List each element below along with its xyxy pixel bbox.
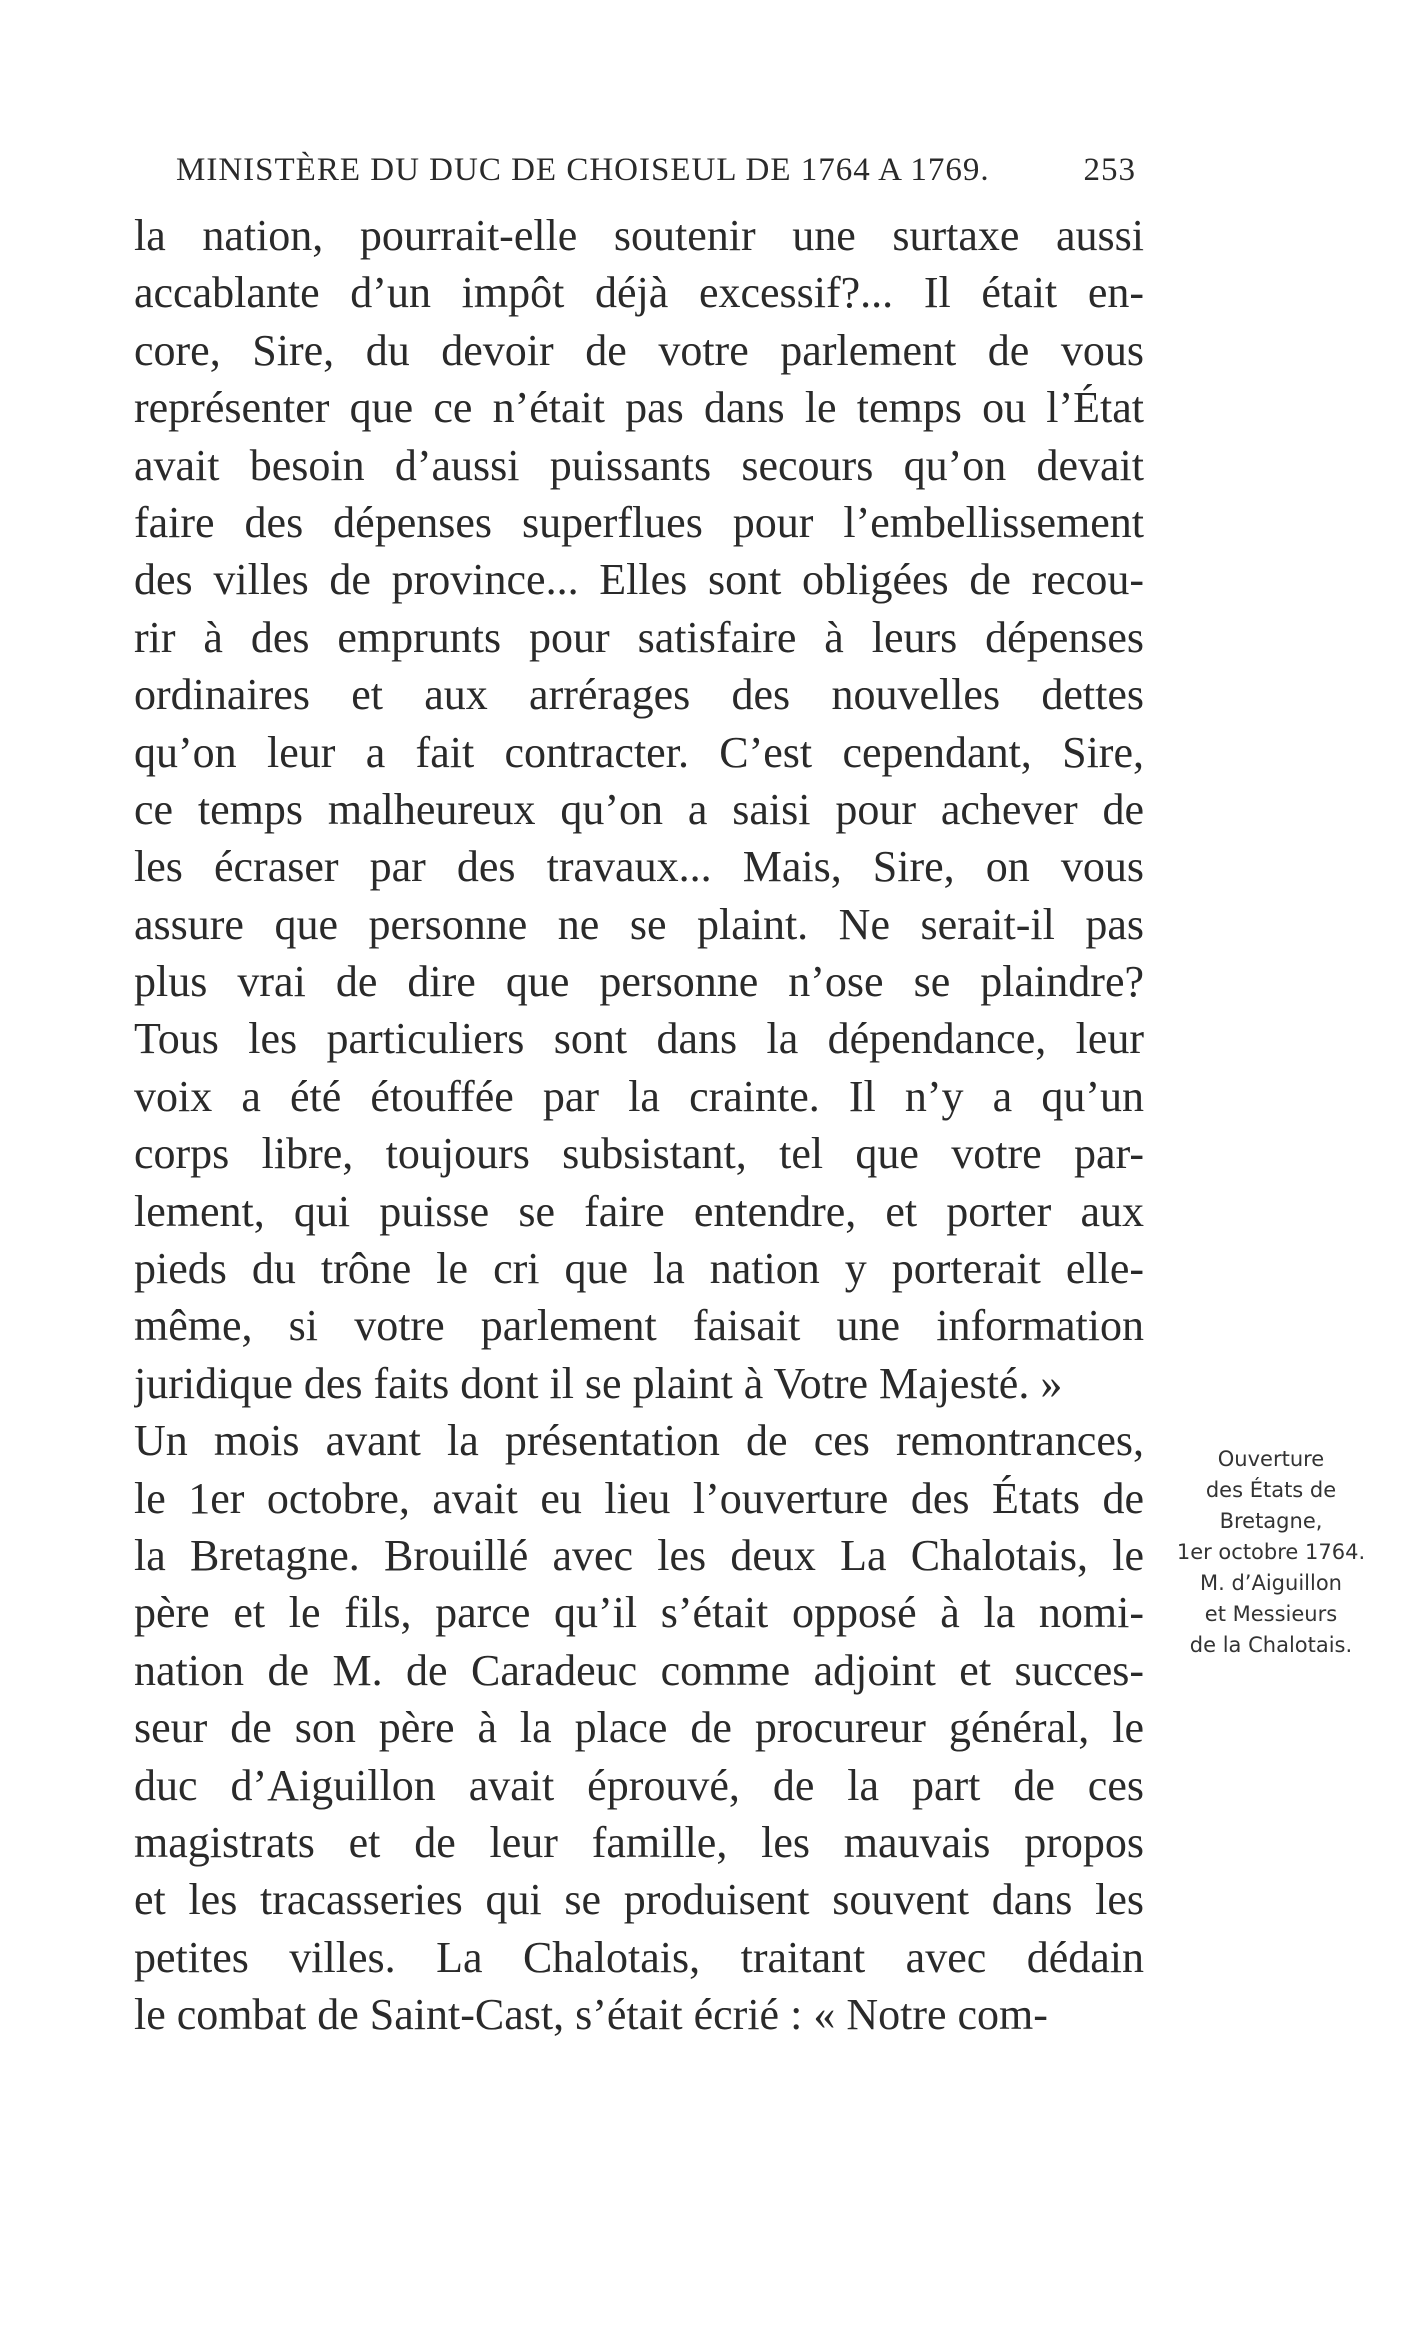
margin-note-line: de la Chalotais. — [1189, 1633, 1353, 1657]
text-line: ordinaires et aux arrérages des nouvelles dettes — [134, 670, 1144, 720]
margin-note-line: des États de — [1205, 1478, 1337, 1502]
text-line: Un mois avant la présentation de ces remontrances, — [134, 1416, 1144, 1466]
text-line: le 1er octobre, avait eu lieu l’ouverture des États de — [134, 1473, 1144, 1523]
margin-note-line: Bretagne, — [1219, 1509, 1323, 1533]
margin-note-line: 1er octobre 1764. — [1176, 1540, 1366, 1564]
text-line: des villes de province... Elles sont obligées de recou- — [134, 555, 1144, 605]
margin-note-line: et Messieurs — [1204, 1602, 1338, 1626]
text-line: petites villes. La Chalotais, traitant avec dédain — [134, 1932, 1144, 1982]
text-line: corps libre, toujours subsistant, tel que votre par- — [134, 1129, 1144, 1179]
text-line: père et le fils, parce qu’il s’était opposé à la nomi- — [134, 1588, 1144, 1638]
running-header — [176, 150, 1136, 190]
text-line: accablante d’un impôt déjà excessif?... Il était en- — [134, 268, 1144, 318]
margin-note-line: Ouverture — [1217, 1447, 1325, 1471]
margin-note — [1156, 1444, 1386, 1661]
text-line: avait besoin d’aussi puissants secours qu’on devait — [134, 440, 1144, 490]
text-line: core, Sire, du devoir de votre parlement de vous — [134, 325, 1144, 375]
text-line: les écraser par des travaux... Mais, Sire, on vous — [134, 842, 1144, 892]
text-line: duc d’Aiguillon avait éprouvé, de la part de ces — [134, 1760, 1144, 1810]
running-title: MINISTÈRE DU DUC DE CHOISEUL DE 1764 A 1769. — [176, 152, 990, 188]
text-line: Tous les particuliers sont dans la dépendance, leur — [134, 1014, 1144, 1064]
text-line: seur de son père à la place de procureur général, le — [134, 1703, 1144, 1753]
text-line: la nation, pourrait-elle soutenir une surtaxe aussi — [134, 211, 1144, 260]
text-line: la Bretagne. Brouillé avec les deux La Chalotais, le — [134, 1530, 1144, 1580]
text-line: pieds du trône le cri que la nation y porterait elle- — [134, 1244, 1144, 1294]
text-line: voix a été étouffée par la crainte. Il n’y a qu’un — [134, 1071, 1144, 1121]
page-number: 253 — [1083, 152, 1136, 188]
text-line: ce temps malheureux qu’on a saisi pour achever de — [134, 784, 1144, 834]
text-line: assure que personne ne se plaint. Ne serait-il pas — [134, 899, 1144, 949]
text-line: magistrats et de leur famille, les mauvais propos — [134, 1817, 1144, 1867]
body-text — [134, 207, 1144, 2044]
text-line: le combat de Saint-Cast, s’était écrié : « Notre com- — [134, 1990, 1048, 2040]
text-line: juridique des faits dont il se plaint à Votre Majesté. » — [134, 1358, 1063, 1408]
text-line: représenter que ce n’était pas dans le temps ou l’État — [134, 383, 1144, 433]
text-line: faire des dépenses superflues pour l’embellissement — [134, 497, 1144, 547]
margin-note-line: M. d’Aiguillon — [1200, 1571, 1342, 1595]
text-line: plus vrai de dire que personne n’ose se plaindre? — [134, 957, 1144, 1007]
text-line: même, si votre parlement faisait une information — [134, 1301, 1144, 1351]
text-line: et les tracasseries qui se produisent souvent dans les — [134, 1875, 1144, 1925]
text-line: qu’on leur a fait contracter. C’est cependant, Sire, — [134, 727, 1144, 777]
text-line: nation de M. de Caradeuc comme adjoint et succes- — [134, 1645, 1144, 1695]
text-line: rir à des emprunts pour satisfaire à leurs dépenses — [134, 612, 1144, 662]
text-line: lement, qui puisse se faire entendre, et porter aux — [134, 1186, 1144, 1236]
